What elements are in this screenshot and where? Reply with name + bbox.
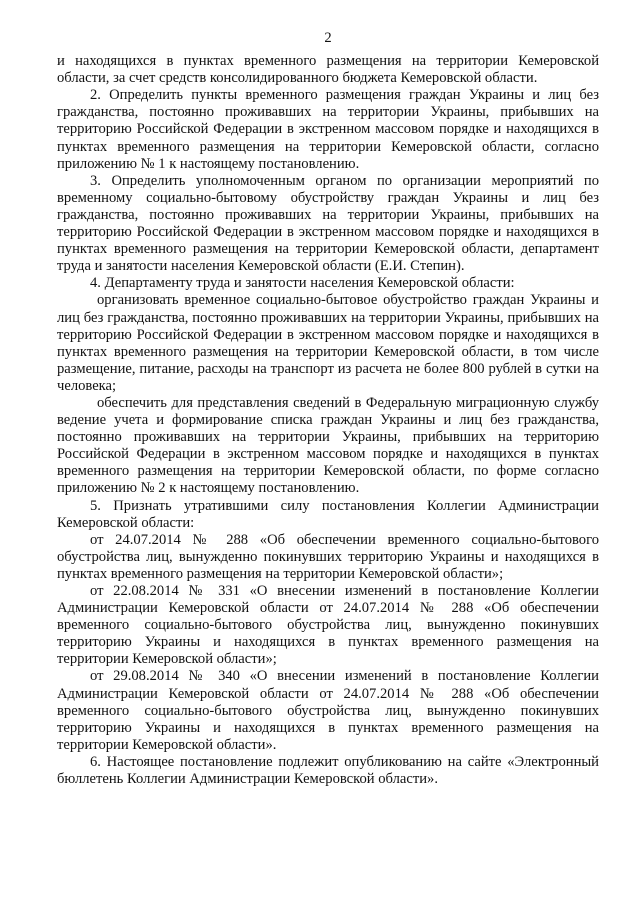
paragraph-item-4-sub-2: обеспечить для представления сведений в Федеральную миграционную службу ведение учета и формирование списка граждан Украины и лиц без гражданства, постоянно проживавших на территории Украины, прибывших на территорию Российской Федерации в экстренном массовом порядке и находящихся в пунктах временного размещения на территории Кемеровской области, по форме согласно приложению № 2 к настоящему постановлению.	[57, 394, 599, 497]
paragraph-item-5-sub-1: от 24.07.2014 № 288 «Об обеспечении временного социально-бытового обустройства лиц, вынужденно покинувших территорию Украины и находящихся в пунктах временного размещения на территории Кемеровской области»;	[57, 531, 599, 582]
paragraph-item-6: 6. Настоящее постановление подлежит опубликованию на сайте «Электронный бюллетень Коллегии Администрации Кемеровской области».	[57, 753, 599, 788]
paragraph-item-3: 3. Определить уполномоченным органом по организации мероприятий по временному социально-бытовому обустройству граждан Украины и лиц без гражданства, постоянно проживавших на территории Украины, прибывших на территорию Российской Федерации в экстренном массовом порядке и находящихся в пунктах временного размещения на территории Кемеровской области, департамент труда и занятости населения Кемеровской области (Е.И. Степин).	[57, 172, 599, 275]
paragraph-item-4-sub-1: организовать временное социально-бытовое обустройство граждан Украины и лиц без гражданства, постоянно проживавших на территории Украины, прибывших на территорию Российской Федерации в экстренном массовом порядке и находящихся в пунктах временного размещения на территории Кемеровской области, в том числе размещение, питание, расходы на транспорт из расчета не более 800 рублей в сутки на человека;	[57, 292, 599, 394]
paragraph-item-5: 5. Признать утратившими силу постановления Коллегии Администрации Кемеровской области:	[57, 497, 599, 531]
paragraph-item-5-sub-3: от 29.08.2014 № 340 «О внесении изменений в постановление Коллегии Администрации Кемеровской области от 24.07.2014 № 288 «Об обеспечении временного социально-бытового обустройства лиц, вынужденно покинувших территорию Украины и находящихся в пунктах временного размещения на территории Кемеровской области».	[57, 668, 599, 753]
document-page	[57, 30, 599, 788]
paragraph-continuation: и находящихся в пунктах временного размещения на территории Кемеровской области, за счет средств консолидированного бюджета Кемеровской области.	[57, 53, 599, 87]
paragraph-item-4: 4. Департаменту труда и занятости населения Кемеровской области:	[90, 275, 515, 292]
paragraph-item-2: 2. Определить пункты временного размещения граждан Украины и лиц без гражданства, постоянно проживавших на территории Украины, прибывших на территорию Российской Федерации в экстренном массовом порядке и находящихся в пунктах временного размещения на территории Кемеровской области, согласно приложению № 1 к настоящему постановлению.	[57, 87, 599, 172]
page-number: 2	[324, 30, 332, 46]
paragraph-item-5-sub-2: от 22.08.2014 № 331 «О внесении изменений в постановление Коллегии Администрации Кемеровской области от 24.07.2014 № 288 «Об обеспечении временного социально-бытового обустройства лиц, вынужденно покинувших территорию Украины и находящихся в пунктах временного размещения на территории Кемеровской области»;	[57, 583, 599, 668]
